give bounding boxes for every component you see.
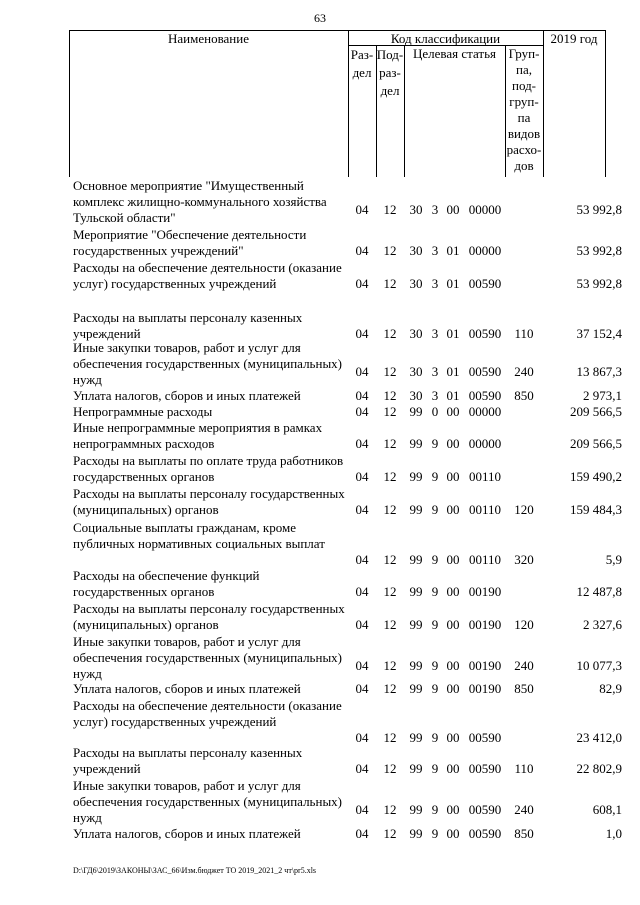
row-code-cs4: 00590 [468, 364, 502, 379]
row-code-pr: 12 [383, 761, 397, 776]
row-code-rz: 04 [355, 388, 369, 403]
row-code-cs1: 99 [409, 761, 423, 776]
row-name: Мероприятие "Обеспечение деятельности государственных учреждений" [73, 227, 307, 258]
row-amount: 10 077,3 [576, 658, 622, 673]
row-code-rz: 04 [355, 761, 369, 776]
header-podrazdel-line: раз- [379, 65, 401, 80]
row-amount: 22 802,9 [576, 761, 622, 776]
header-group [505, 46, 543, 174]
row-amount: 1,0 [605, 826, 622, 841]
table-row [0, 778, 640, 826]
row-name: Уплата налогов, сборов и иных платежей [73, 681, 301, 696]
row-code-vr: 850 [514, 826, 534, 841]
row-code-cs1: 99 [409, 730, 423, 745]
row-code-pr: 12 [383, 404, 397, 419]
row-code-pr: 12 [383, 243, 397, 258]
row-code-rz: 04 [355, 404, 369, 419]
header-name: Наименование [168, 31, 249, 46]
row-code-cs1: 99 [409, 404, 423, 419]
header-group-line: видов [507, 126, 541, 141]
row-code-cs1: 30 [409, 388, 423, 403]
table-row [0, 634, 640, 682]
header-group-line: дов [514, 158, 534, 173]
header-year: 2019 год [550, 31, 598, 46]
row-code-cs3: 00 [446, 681, 460, 696]
row-code-cs4: 00590 [468, 276, 502, 291]
row-code-rz: 04 [355, 202, 369, 217]
row-code-cs3: 00 [446, 552, 460, 567]
row-code-cs4: 00110 [468, 552, 502, 567]
header-group-line: груп- [509, 94, 539, 109]
row-name: Расходы на выплаты персоналу государственных (муниципальных) органов [73, 601, 345, 632]
row-code-cs4: 00000 [468, 202, 502, 217]
row-code-rz: 04 [355, 617, 369, 632]
row-code-cs4: 00590 [468, 802, 502, 817]
row-amount: 2 327,6 [583, 617, 622, 632]
row-code-cs4: 00190 [468, 681, 502, 696]
table-row [0, 227, 640, 259]
row-code-cs3: 00 [446, 469, 460, 484]
row-code-rz: 04 [355, 584, 369, 599]
row-code-cs1: 99 [409, 802, 423, 817]
row-amount: 53 992,8 [576, 202, 622, 217]
row-code-vr: 120 [514, 617, 534, 632]
row-code-cs1: 30 [409, 364, 423, 379]
table-row [0, 698, 640, 746]
row-code-cs2: 9 [431, 469, 439, 484]
row-code-cs1: 99 [409, 552, 423, 567]
row-code-cs4: 00190 [468, 658, 502, 673]
table-row [0, 568, 640, 600]
row-code-rz: 04 [355, 326, 369, 341]
table-row [0, 260, 640, 292]
row-code-cs4: 00190 [468, 584, 502, 599]
header-left-border [69, 30, 70, 177]
row-name: Уплата налогов, сборов и иных платежей [73, 826, 301, 841]
header-classification: Код классификации [390, 31, 501, 46]
header-group-line: под- [511, 78, 537, 93]
row-code-cs3: 01 [446, 326, 460, 341]
row-code-cs1: 99 [409, 469, 423, 484]
header-group-line: па, [516, 62, 532, 77]
row-code-pr: 12 [383, 826, 397, 841]
row-code-cs3: 00 [446, 826, 460, 841]
row-code-rz: 04 [355, 658, 369, 673]
row-amount: 209 566,5 [570, 404, 622, 419]
row-code-pr: 12 [383, 469, 397, 484]
row-code-rz: 04 [355, 364, 369, 379]
row-name: Расходы на выплаты персоналу государственных (муниципальных) органов [73, 486, 345, 517]
row-code-vr: 110 [514, 761, 534, 776]
row-code-rz: 04 [355, 802, 369, 817]
row-code-cs4: 00000 [468, 243, 502, 258]
row-amount: 159 484,3 [570, 502, 622, 517]
row-code-vr: 240 [514, 658, 534, 673]
row-code-cs2: 3 [431, 388, 439, 403]
row-code-cs3: 00 [446, 502, 460, 517]
row-code-cs2: 3 [431, 364, 439, 379]
row-code-cs3: 01 [446, 388, 460, 403]
file-path-footer: D:\ГД6\2019\ЗАКОНЫ\ЗАС_66\Изм.бюджет ТО 2019_2021_2 чт\pr5.xls [73, 866, 317, 875]
row-code-pr: 12 [383, 276, 397, 291]
header-podrazdel-line: Под- [376, 47, 404, 62]
row-code-cs1: 99 [409, 584, 423, 599]
row-code-rz: 04 [355, 469, 369, 484]
row-code-cs2: 9 [431, 658, 439, 673]
row-amount: 23 412,0 [576, 730, 622, 745]
row-code-rz: 04 [355, 552, 369, 567]
row-code-cs2: 9 [431, 802, 439, 817]
row-code-cs3: 00 [446, 658, 460, 673]
row-name: Расходы на обеспечение деятельности (оказание услуг) государственных учреждений [73, 260, 342, 291]
row-code-rz: 04 [355, 243, 369, 258]
row-code-cs4: 00190 [468, 617, 502, 632]
row-code-cs2: 9 [431, 826, 439, 841]
row-code-cs2: 9 [431, 502, 439, 517]
header-podrazdel-line: дел [380, 83, 400, 98]
table-row [0, 388, 640, 404]
row-amount: 608,1 [592, 802, 622, 817]
row-code-cs2: 3 [431, 326, 439, 341]
row-code-cs1: 30 [409, 276, 423, 291]
row-amount: 5,9 [605, 552, 622, 567]
row-name: Иные закупки товаров, работ и услуг для обеспечения государственных (муниципальных) нужд [73, 634, 343, 681]
row-code-cs1: 99 [409, 436, 423, 451]
table-row [0, 178, 640, 226]
row-code-rz: 04 [355, 436, 369, 451]
header-group-line: па [517, 110, 531, 125]
row-name: Расходы на выплаты персоналу казенных учреждений [73, 745, 303, 776]
row-code-vr: 850 [514, 681, 534, 696]
row-name: Иные закупки товаров, работ и услуг для обеспечения государственных (муниципальных) нужд [73, 340, 343, 387]
row-code-cs2: 9 [431, 552, 439, 567]
row-code-cs1: 99 [409, 502, 423, 517]
row-code-cs3: 01 [446, 276, 460, 291]
header-target: Целевая статья [412, 46, 496, 61]
row-name: Иные непрограммные мероприятия в рамках непрограммных расходов [73, 420, 323, 451]
row-code-cs1: 30 [409, 326, 423, 341]
table-row [0, 404, 640, 420]
row-code-cs2: 0 [431, 404, 439, 419]
header-right-border [605, 30, 606, 177]
row-code-pr: 12 [383, 326, 397, 341]
header-group-line: расхо- [506, 142, 542, 157]
row-name: Непрограммные расходы [73, 404, 213, 419]
row-code-cs4: 00000 [468, 436, 502, 451]
header-razdel [348, 46, 376, 82]
table-row [0, 681, 640, 697]
row-name: Расходы на выплаты персоналу казенных учреждений [73, 310, 303, 341]
row-code-pr: 12 [383, 681, 397, 696]
row-code-cs4: 00590 [468, 761, 502, 776]
row-amount: 53 992,8 [576, 276, 622, 291]
table-row [0, 340, 640, 388]
row-code-cs3: 00 [446, 404, 460, 419]
row-code-cs1: 99 [409, 617, 423, 632]
header-razdel-line: Раз- [350, 47, 374, 62]
row-code-cs3: 01 [446, 243, 460, 258]
row-code-cs3: 00 [446, 761, 460, 776]
row-code-cs3: 00 [446, 802, 460, 817]
row-name: Расходы на обеспечение функций государственных органов [73, 568, 260, 599]
row-code-vr: 120 [514, 502, 534, 517]
row-code-cs4: 00000 [468, 404, 502, 419]
row-code-pr: 12 [383, 202, 397, 217]
header-razdel-line: дел [352, 65, 372, 80]
row-amount: 12 487,8 [576, 584, 622, 599]
row-amount: 209 566,5 [570, 436, 622, 451]
row-code-pr: 12 [383, 364, 397, 379]
header-podrazdel [376, 46, 404, 100]
row-code-cs4: 00590 [468, 730, 502, 745]
row-code-cs2: 9 [431, 730, 439, 745]
row-code-cs3: 01 [446, 364, 460, 379]
row-name: Расходы на выплаты по оплате труда работников государственных органов [73, 453, 344, 484]
row-code-cs4: 00110 [468, 469, 502, 484]
row-code-cs4: 00590 [468, 326, 502, 341]
row-code-cs3: 00 [446, 730, 460, 745]
page-number: 63 [314, 11, 326, 25]
row-code-cs3: 00 [446, 584, 460, 599]
row-code-pr: 12 [383, 730, 397, 745]
table-row [0, 453, 640, 485]
row-code-cs1: 30 [409, 243, 423, 258]
row-code-cs1: 30 [409, 202, 423, 217]
row-code-cs2: 9 [431, 761, 439, 776]
row-amount: 159 490,2 [570, 469, 622, 484]
row-code-cs1: 99 [409, 681, 423, 696]
row-code-cs2: 9 [431, 584, 439, 599]
row-name: Уплата налогов, сборов и иных платежей [73, 388, 301, 403]
table-row [0, 310, 640, 342]
row-code-rz: 04 [355, 276, 369, 291]
table-row [0, 486, 640, 518]
row-name: Основное мероприятие "Имущественный комплекс жилищно-коммунального хозяйства Тульской области" [73, 178, 327, 225]
row-name: Расходы на обеспечение деятельности (оказание услуг) государственных учреждений [73, 698, 342, 729]
table-row [0, 826, 640, 842]
row-code-pr: 12 [383, 584, 397, 599]
row-code-vr: 240 [514, 802, 534, 817]
row-code-rz: 04 [355, 681, 369, 696]
row-code-cs4: 00110 [468, 502, 502, 517]
row-code-cs2: 9 [431, 617, 439, 632]
row-code-cs3: 00 [446, 436, 460, 451]
row-code-cs2: 3 [431, 243, 439, 258]
table-row [0, 601, 640, 633]
row-amount: 82,9 [599, 681, 622, 696]
table-row [0, 745, 640, 777]
table-row [0, 520, 640, 568]
row-code-pr: 12 [383, 388, 397, 403]
row-code-pr: 12 [383, 552, 397, 567]
row-amount: 13 867,3 [576, 364, 622, 379]
row-code-cs3: 00 [446, 617, 460, 632]
table-row [0, 420, 640, 452]
row-code-rz: 04 [355, 730, 369, 745]
row-code-cs2: 3 [431, 276, 439, 291]
row-code-cs1: 99 [409, 826, 423, 841]
row-code-cs2: 9 [431, 681, 439, 696]
row-code-cs3: 00 [446, 202, 460, 217]
row-amount: 53 992,8 [576, 243, 622, 258]
row-code-cs4: 00590 [468, 388, 502, 403]
row-code-pr: 12 [383, 502, 397, 517]
row-amount: 2 973,1 [583, 388, 622, 403]
row-code-cs2: 9 [431, 436, 439, 451]
row-code-cs4: 00590 [468, 826, 502, 841]
row-code-pr: 12 [383, 802, 397, 817]
row-code-cs1: 99 [409, 658, 423, 673]
row-code-pr: 12 [383, 436, 397, 451]
podrazdel-column-border [404, 45, 405, 177]
row-name: Иные закупки товаров, работ и услуг для обеспечения государственных (муниципальных) нужд [73, 778, 343, 825]
row-code-pr: 12 [383, 658, 397, 673]
row-code-rz: 04 [355, 826, 369, 841]
row-amount: 37 152,4 [576, 326, 622, 341]
row-code-vr: 850 [514, 388, 534, 403]
row-code-vr: 110 [514, 326, 534, 341]
row-name: Социальные выплаты гражданам, кроме публичных нормативных социальных выплат [73, 520, 325, 551]
row-code-vr: 240 [514, 364, 534, 379]
row-code-vr: 320 [514, 552, 534, 567]
row-code-cs2: 3 [431, 202, 439, 217]
header-group-line: Груп- [508, 46, 540, 61]
row-code-rz: 04 [355, 502, 369, 517]
group-column-border [543, 30, 544, 177]
row-code-pr: 12 [383, 617, 397, 632]
